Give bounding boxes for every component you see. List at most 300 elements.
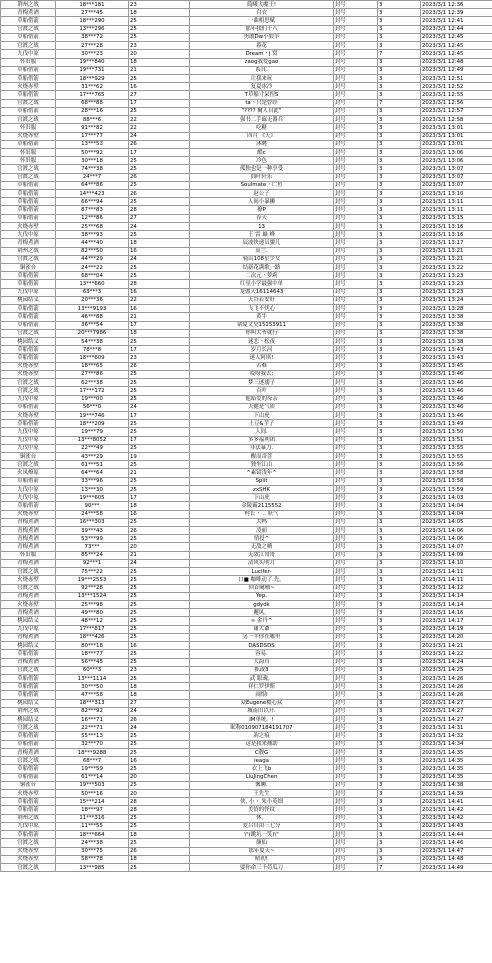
timestamp-cell: 2023/3/1 14:26 xyxy=(421,691,492,699)
action-cell: 封号 xyxy=(334,633,378,641)
ban-days-cell: 3 xyxy=(378,510,421,518)
character-name-cell: 暮花 xyxy=(190,42,334,50)
table-row xyxy=(1,116,492,124)
account-cell: 19***746 xyxy=(56,411,129,419)
action-cell: 封号 xyxy=(334,477,378,485)
timestamp-cell: 2023/3/1 13:38 xyxy=(421,321,492,329)
server-cell: 官渡之战 xyxy=(1,724,56,732)
ban-days-cell: 3 xyxy=(378,576,421,584)
ban-days-cell: 3 xyxy=(378,83,421,91)
server-cell: 草船借箭 xyxy=(1,33,56,41)
action-cell: 封号 xyxy=(334,296,378,304)
action-cell: 封号 xyxy=(334,264,378,272)
table-row xyxy=(1,66,492,74)
timestamp-cell: 2023/3/1 13:07 xyxy=(421,165,492,173)
account-cell: 62***38 xyxy=(56,379,129,387)
level-cell: 18 xyxy=(129,831,190,839)
table-row xyxy=(1,765,492,773)
ban-days-cell: 3 xyxy=(378,683,421,691)
character-name-cell: 要你命三千苟瓜刀 xyxy=(190,863,334,871)
table-row xyxy=(1,42,492,50)
table-row xyxy=(1,485,492,493)
character-name-cell: 简曦大魔王! xyxy=(190,1,334,9)
timestamp-cell: 2023/3/1 13:16 xyxy=(421,222,492,230)
character-name-cell: "???? 爾人自此" xyxy=(190,107,334,115)
timestamp-cell: 2023/3/1 14:41 xyxy=(421,798,492,806)
account-cell: 24***58 xyxy=(56,510,129,518)
character-name-cell: \"(跳坑一笑)\" xyxy=(190,831,334,839)
ban-days-cell: 3 xyxy=(378,239,421,247)
ban-days-cell: 3 xyxy=(378,551,421,559)
table-row xyxy=(1,683,492,691)
server-cell: 铜雀台 xyxy=(1,264,56,272)
ban-days-cell: 3 xyxy=(378,691,421,699)
server-cell: 火烧赤壁 xyxy=(1,222,56,230)
action-cell: 封号 xyxy=(334,822,378,830)
ban-days-cell: 3 xyxy=(378,58,421,66)
table-row xyxy=(1,748,492,756)
table-row xyxy=(1,609,492,617)
account-cell: 61***51 xyxy=(56,461,129,469)
character-name-cell: 你叫大爷就行 xyxy=(190,329,334,337)
server-cell: 草船借箭 xyxy=(1,140,56,148)
ban-days-cell: 3 xyxy=(378,724,421,732)
level-cell: 25 xyxy=(129,822,190,830)
character-name-cell: 侠, 小丶 朱小英细 xyxy=(190,798,334,806)
level-cell: 16 xyxy=(129,757,190,765)
account-cell: 25***68 xyxy=(56,222,129,230)
character-name-cell: 非法暴力. xyxy=(190,444,334,452)
action-cell: 封号 xyxy=(334,642,378,650)
action-cell: 封号 xyxy=(334,494,378,502)
level-cell: 25 xyxy=(129,231,190,239)
server-cell: 官渡之战 xyxy=(1,165,56,173)
action-cell: 封号 xyxy=(334,748,378,756)
action-cell: 封号 xyxy=(334,428,378,436)
table-row xyxy=(1,666,492,674)
server-cell: 草船借箭 xyxy=(1,181,56,189)
server-cell: 桃园结义 xyxy=(1,699,56,707)
level-cell: 25 xyxy=(129,485,190,493)
server-cell: 九伐中原 xyxy=(1,485,56,493)
action-cell: 封号 xyxy=(334,50,378,58)
level-cell: 17 xyxy=(129,148,190,156)
server-cell: 怀旧服 xyxy=(1,124,56,132)
ban-days-cell: 3 xyxy=(378,214,421,222)
server-cell: 官渡之战 xyxy=(1,329,56,337)
action-cell: 封号 xyxy=(334,33,378,41)
action-cell: 封号 xyxy=(334,99,378,107)
server-cell: 荆州之战 xyxy=(1,1,56,9)
account-cell: 20***7986 xyxy=(56,329,129,337)
table-row xyxy=(1,732,492,740)
account-cell: 18***426 xyxy=(56,633,129,641)
server-cell: 青梅煮酒 xyxy=(1,9,56,17)
level-cell: 17 xyxy=(129,99,190,107)
character-name-cell: 一曲相思赋 xyxy=(190,17,334,25)
level-cell: 22 xyxy=(129,296,190,304)
level-cell: 18 xyxy=(129,9,190,17)
account-cell: 30***75 xyxy=(56,847,129,855)
account-cell: 16***71 xyxy=(56,716,129,724)
character-name-cell: 王 雷 巅 峰 xyxy=(190,231,334,239)
ban-days-cell: 3 xyxy=(378,477,421,485)
server-cell: 草船借箭 xyxy=(1,798,56,806)
table-row xyxy=(1,518,492,526)
account-cell: 68***7 xyxy=(56,757,129,765)
action-cell: 封号 xyxy=(334,535,378,543)
character-name-cell: 无敌江哥哥 xyxy=(190,551,334,559)
table-row xyxy=(1,839,492,847)
timestamp-cell: 2023/3/1 14:04 xyxy=(421,510,492,518)
timestamp-cell: 2023/3/1 12:48 xyxy=(421,58,492,66)
action-cell: 封号 xyxy=(334,321,378,329)
account-cell: 18***609 xyxy=(56,354,129,362)
level-cell: 25 xyxy=(129,609,190,617)
level-cell: 26 xyxy=(129,190,190,198)
ban-days-cell: 3 xyxy=(378,247,421,255)
character-name-cell: 情投^ xyxy=(190,535,334,543)
ban-days-cell: 7 xyxy=(378,863,421,871)
account-cell: 74***38 xyxy=(56,165,129,173)
table-row xyxy=(1,1,492,9)
account-cell: 13***1114 xyxy=(56,674,129,682)
level-cell: 26 xyxy=(129,362,190,370)
action-cell: 封号 xyxy=(334,140,378,148)
character-name-cell: 勇敢Dw小狼羊 xyxy=(190,33,334,41)
table-row xyxy=(1,395,492,403)
ban-days-cell: 3 xyxy=(378,518,421,526)
level-cell: 21 xyxy=(129,551,190,559)
level-cell: 17 xyxy=(129,436,190,444)
level-cell: 25 xyxy=(129,444,190,452)
table-row xyxy=(1,329,492,337)
account-cell: 47***58 xyxy=(56,691,129,699)
ban-days-cell: 3 xyxy=(378,280,421,288)
table-row xyxy=(1,543,492,551)
server-cell: 草船借箭 xyxy=(1,354,56,362)
action-cell: 封号 xyxy=(334,190,378,198)
table-row xyxy=(1,420,492,428)
table-row xyxy=(1,551,492,559)
server-cell: 草船借箭 xyxy=(1,74,56,82)
ban-days-cell: 3 xyxy=(378,666,421,674)
account-cell: 24***22 xyxy=(56,264,129,272)
character-name-cell: 人间. xyxy=(190,428,334,436)
ban-days-cell: 3 xyxy=(378,132,421,140)
timestamp-cell: 2023/3/1 13:22 xyxy=(421,264,492,272)
ban-days-cell: 3 xyxy=(378,584,421,592)
character-name-cell: 赵公子 xyxy=(190,190,334,198)
level-cell: 25 xyxy=(129,839,190,847)
server-cell: 草船借箭 xyxy=(1,773,56,781)
action-cell: 封号 xyxy=(334,337,378,345)
character-name-cell: Soulmate丶亡鱼 xyxy=(190,181,334,189)
timestamp-cell: 2023/3/1 13:21 xyxy=(421,255,492,263)
timestamp-cell: 2023/3/1 14:24 xyxy=(421,658,492,666)
level-cell: 16 xyxy=(129,305,190,313)
action-cell: 封号 xyxy=(334,395,378,403)
account-cell: 18***290 xyxy=(56,17,129,25)
account-cell: 85***24 xyxy=(56,551,129,559)
server-cell: 官渡之战 xyxy=(1,25,56,33)
ban-days-cell: 3 xyxy=(378,502,421,510)
server-cell: 火烧赤壁 xyxy=(1,790,56,798)
server-cell: 怀旧服 xyxy=(1,551,56,559)
account-cell: 18***9288 xyxy=(56,748,129,756)
level-cell: 25 xyxy=(129,395,190,403)
table-row xyxy=(1,559,492,567)
level-cell: 20 xyxy=(129,773,190,781)
table-row xyxy=(1,436,492,444)
account-cell: 27***28 xyxy=(56,42,129,50)
timestamp-cell: 2023/3/1 14:11 xyxy=(421,568,492,576)
timestamp-cell: 2023/3/1 13:50 xyxy=(421,428,492,436)
level-cell: 27 xyxy=(129,214,190,222)
table-row xyxy=(1,510,492,518)
account-cell: 30***23 xyxy=(56,50,129,58)
ban-days-cell: 3 xyxy=(378,272,421,280)
timestamp-cell: 2023/3/1 14:16 xyxy=(421,609,492,617)
timestamp-cell: 2023/3/1 12:39 xyxy=(421,9,492,17)
level-cell: 25 xyxy=(129,748,190,756)
character-name-cell: 颠仙 xyxy=(190,839,334,847)
table-row xyxy=(1,568,492,576)
level-cell: 24 xyxy=(129,559,190,567)
account-cell: 39***43 xyxy=(56,527,129,535)
ban-days-cell: 3 xyxy=(378,814,421,822)
level-cell: 18 xyxy=(129,683,190,691)
table-row xyxy=(1,658,492,666)
level-cell: 21 xyxy=(129,313,190,321)
level-cell: 17 xyxy=(129,346,190,354)
level-cell: 25 xyxy=(129,370,190,378)
account-cell: 64***86 xyxy=(56,181,129,189)
ban-days-cell: 7 xyxy=(378,50,421,58)
account-cell: 75***22 xyxy=(56,568,129,576)
ban-days-cell: 3 xyxy=(378,543,421,551)
level-cell: 17 xyxy=(129,321,190,329)
ban-days-cell: 3 xyxy=(378,765,421,773)
action-cell: 封号 xyxy=(334,518,378,526)
timestamp-cell: 2023/3/1 14:04 xyxy=(421,502,492,510)
server-cell: 草船借箭 xyxy=(1,190,56,198)
server-cell: 草船借箭 xyxy=(1,17,56,25)
account-cell: 15***214 xyxy=(56,798,129,806)
character-name-cell: 百叶 xyxy=(190,387,334,395)
ban-days-cell: 3 xyxy=(378,625,421,633)
level-cell: 26 xyxy=(129,527,190,535)
server-cell: 官渡之战 xyxy=(1,116,56,124)
timestamp-cell: 2023/3/1 13:01 xyxy=(421,140,492,148)
level-cell: 18 xyxy=(129,58,190,66)
ban-days-cell: 3 xyxy=(378,469,421,477)
timestamp-cell: 2023/3/1 13:07 xyxy=(421,181,492,189)
ban-days-cell: 3 xyxy=(378,288,421,296)
timestamp-cell: 2023/3/1 14:43 xyxy=(421,822,492,830)
level-cell: 25 xyxy=(129,535,190,543)
table-row xyxy=(1,354,492,362)
ban-days-cell: 3 xyxy=(378,140,421,148)
character-name-cell: 独坐江山 xyxy=(190,461,334,469)
timestamp-cell: 2023/3/1 13:01 xyxy=(421,124,492,132)
action-cell: 封号 xyxy=(334,255,378,263)
account-cell: 58***78 xyxy=(56,855,129,863)
action-cell: 封号 xyxy=(334,66,378,74)
action-cell: 封号 xyxy=(334,732,378,740)
timestamp-cell: 2023/3/1 12:49 xyxy=(421,66,492,74)
table-row xyxy=(1,863,492,871)
character-name-cell: 黄牛 xyxy=(190,313,334,321)
timestamp-cell: 2023/3/1 14:06 xyxy=(421,527,492,535)
action-cell: 封号 xyxy=(334,740,378,748)
account-cell: 11***316 xyxy=(56,814,129,822)
account-cell: 13***296 xyxy=(56,25,129,33)
table-row xyxy=(1,165,492,173)
timestamp-cell: 2023/3/1 14:26 xyxy=(421,683,492,691)
table-row xyxy=(1,707,492,715)
server-cell: 官渡之战 xyxy=(1,461,56,469)
table-row xyxy=(1,469,492,477)
table-row xyxy=(1,855,492,863)
table-row xyxy=(1,650,492,658)
level-cell: 25 xyxy=(129,518,190,526)
action-cell: 封号 xyxy=(334,781,378,789)
action-cell: 封号 xyxy=(334,444,378,452)
account-cell: 68***04 xyxy=(56,272,129,280)
character-name-cell: 骑山108星少女 xyxy=(190,255,334,263)
ban-days-cell: 3 xyxy=(378,699,421,707)
timestamp-cell: 2023/3/1 13:06 xyxy=(421,157,492,165)
action-cell: 封号 xyxy=(334,116,378,124)
level-cell: 25 xyxy=(129,765,190,773)
server-cell: 草船借箭 xyxy=(1,198,56,206)
action-cell: 封号 xyxy=(334,592,378,600)
ban-days-cell: 3 xyxy=(378,831,421,839)
level-cell: 25 xyxy=(129,387,190,395)
character-name-cell: 邂风。 xyxy=(190,609,334,617)
action-cell: 封号 xyxy=(334,206,378,214)
timestamp-cell: 2023/3/1 14:09 xyxy=(421,551,492,559)
table-row xyxy=(1,699,492,707)
character-name-cell: 13 xyxy=(190,222,334,230)
account-cell: 38***72 xyxy=(56,33,129,41)
account-cell: 18***77 xyxy=(56,650,129,658)
table-row xyxy=(1,535,492,543)
account-cell: 13***8052 xyxy=(56,436,129,444)
account-cell: 66***94 xyxy=(56,198,129,206)
character-name-cell: 吃糖 xyxy=(190,124,334,132)
level-cell: 25 xyxy=(129,658,190,666)
server-cell: 火烧赤壁 xyxy=(1,576,56,584)
account-cell: 82***92 xyxy=(56,707,129,715)
ban-days-cell: 3 xyxy=(378,379,421,387)
action-cell: 封号 xyxy=(334,510,378,518)
action-cell: 封号 xyxy=(334,847,378,855)
action-cell: 封号 xyxy=(334,379,378,387)
level-cell: 27 xyxy=(129,91,190,99)
character-name-cell: 庸大爺 xyxy=(190,625,334,633)
server-cell: 草船借箭 xyxy=(1,691,56,699)
server-cell: 官渡之战 xyxy=(1,666,56,674)
level-cell: 16 xyxy=(129,510,190,518)
account-cell: 55***13 xyxy=(56,732,129,740)
character-name-cell: 这是我来捕助 xyxy=(190,740,334,748)
level-cell: 26 xyxy=(129,140,190,148)
character-name-cell: 酷c xyxy=(190,148,334,156)
table-row xyxy=(1,790,492,798)
level-cell: 27 xyxy=(129,699,190,707)
level-cell: 25 xyxy=(129,592,190,600)
action-cell: 封号 xyxy=(334,329,378,337)
server-cell: 草船借箭 xyxy=(1,280,56,288)
timestamp-cell: 2023/3/1 13:07 xyxy=(421,173,492,181)
character-name-cell: 龙傲天16114643 xyxy=(190,288,334,296)
character-name-cell: 土豆&芋子 xyxy=(190,420,334,428)
account-cell: 17***817 xyxy=(56,625,129,633)
ban-days-cell: 3 xyxy=(378,485,421,493)
server-cell: 九伐中原 xyxy=(1,625,56,633)
character-name-cell: 白衣 xyxy=(190,9,334,17)
character-name-cell: 他暗爱的母亲 xyxy=(190,395,334,403)
server-cell: 官渡之战 xyxy=(1,839,56,847)
ban-days-cell: 3 xyxy=(378,790,421,798)
action-cell: 封号 xyxy=(334,25,378,33)
action-cell: 封号 xyxy=(334,502,378,510)
table-row xyxy=(1,691,492,699)
action-cell: 封号 xyxy=(334,699,378,707)
server-cell: 九伐中原 xyxy=(1,395,56,403)
character-name-cell: 武 眼魂。 xyxy=(190,674,334,682)
ban-days-cell: 3 xyxy=(378,600,421,608)
action-cell: 封号 xyxy=(334,231,378,239)
character-name-cell: 獠P xyxy=(190,206,334,214)
ban-days-cell: 3 xyxy=(378,116,421,124)
server-cell: 草船借箭 xyxy=(1,66,56,74)
table-row xyxy=(1,428,492,436)
ban-days-cell: 3 xyxy=(378,559,421,567)
level-cell: 28 xyxy=(129,280,190,288)
account-cell: 17***172 xyxy=(56,387,129,395)
server-cell: 铜雀台 xyxy=(1,781,56,789)
level-cell: 24 xyxy=(129,132,190,140)
action-cell: 封号 xyxy=(334,239,378,247)
ban-days-cell: 3 xyxy=(378,387,421,395)
timestamp-cell: 2023/3/1 13:15 xyxy=(421,214,492,222)
timestamp-cell: 2023/3/1 12:45 xyxy=(421,42,492,50)
action-cell: 封号 xyxy=(334,625,378,633)
level-cell: 18 xyxy=(129,855,190,863)
timestamp-cell: 2023/3/1 13:46 xyxy=(421,387,492,395)
level-cell: 25 xyxy=(129,25,190,33)
action-cell: 封号 xyxy=(334,831,378,839)
ban-days-cell: 3 xyxy=(378,198,421,206)
ban-days-cell: 3 xyxy=(378,403,421,411)
timestamp-cell: 2023/3/1 12:55 xyxy=(421,91,492,99)
character-name-cell: 口■ 咖啡动了.先。 xyxy=(190,576,334,584)
action-cell: 封号 xyxy=(334,9,378,17)
timestamp-cell: 2023/3/1 13:51 xyxy=(421,436,492,444)
action-cell: 封号 xyxy=(334,148,378,156)
level-cell: 25 xyxy=(129,568,190,576)
table-row xyxy=(1,9,492,17)
ban-days-cell: 3 xyxy=(378,461,421,469)
character-name-cell: 城南旧以开. xyxy=(190,707,334,715)
timestamp-cell: 2023/3/1 13:23 xyxy=(421,272,492,280)
account-cell: 20***36 xyxy=(56,296,129,304)
action-cell: 封号 xyxy=(334,173,378,181)
account-cell: 50***92 xyxy=(56,148,129,156)
